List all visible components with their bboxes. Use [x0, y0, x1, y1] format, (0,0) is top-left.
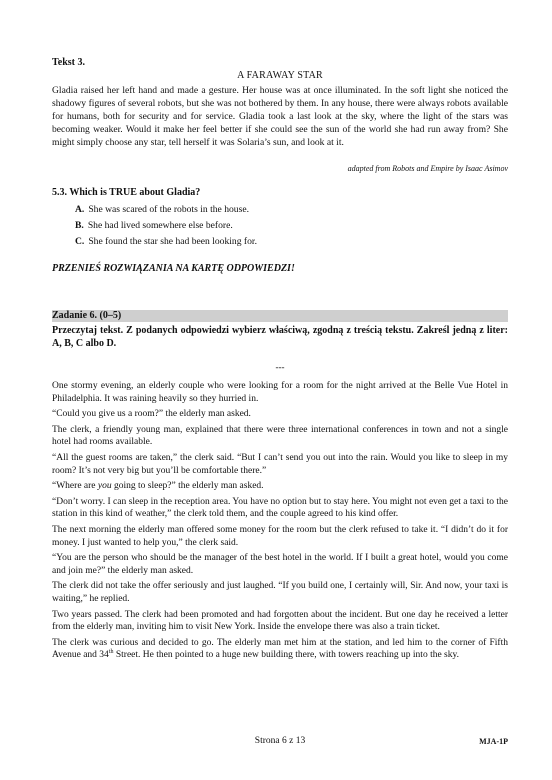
option-c[interactable]	[75, 235, 257, 251]
answer-options	[75, 203, 257, 251]
paragraph: The next morning the elderly man offered some money for the room but the clerk refused to take it. “I didn’t do it for money. I just wanted to help you,” the clerk said.	[52, 524, 508, 548]
paragraph: The clerk did not take the offer seriously and just laughed. “If you build one, I certainly will, Sir. And now, your taxi is waiting,” he replied.	[52, 581, 508, 604]
option-a[interactable]	[75, 203, 257, 219]
task-instruction: Przeczytaj tekst. Z podanych odpowiedzi wybierz właściwą, zgodną z treścią tekstu. Zakreśl jedną z liter: A, B, C albo D.	[52, 325, 508, 349]
task-title: Zadanie 6. (0–5)	[52, 310, 122, 321]
paragraph: “All the guest rooms are taken,” the clerk said. “But I can’t send you out into the rain. Would you like to sleep in my room? It’s not very big but you’ll be comfortable there.”	[52, 452, 508, 476]
text-span: The clerk was curious and decided to go. The elderly man met him at the station, and led him to the corner of Fifth Avenue and 34	[52, 637, 508, 661]
option-letter: C.	[75, 236, 85, 247]
paragraph: The clerk, a friendly young man, explained that there were three international conferences in town and not a single hotel had rooms available.	[52, 424, 508, 448]
paragraph	[52, 480, 508, 493]
story-text: Gladia raised her left hand and made a gesture. Her house was at once illuminated. In the soft light she noticed the shadowy figures of several robots, but she was not bothered by them. In any house, there were always robots available for humans, both for security and for service. Gladia took a last look at the sky, where the light of the stars was becoming weaker. Would it make her feel better if she could see the sun of the world she had run away from? She might simply choose any star, tell herself it was Solaria’s sun, and look at it.	[52, 85, 508, 148]
transfer-note: PRZENIEŚ ROZWIĄZANIA NA KARTĘ ODPOWIEDZI!	[52, 263, 295, 274]
narrative-text	[52, 380, 508, 665]
question-title: 5.3. Which is TRUE about Gladia?	[52, 187, 201, 198]
emphasis: you	[97, 481, 112, 492]
text-span: “Where are	[52, 481, 98, 492]
page-number: Strona 6 z 13	[254, 736, 306, 746]
paragraph: “Don’t worry. I can sleep in the reception area. You have no option but to stay here. You might not even get a taxi to the station in this kind of weather,” the clerk told them, and the couple agreed to his kind offer.	[52, 496, 508, 520]
paragraph: “Could you give us a room?” the elderly man asked.	[52, 409, 251, 420]
option-text: She was scared of the robots in the house.	[88, 204, 249, 215]
paragraph	[52, 637, 508, 662]
option-text: She had lived somewhere else before.	[87, 220, 233, 231]
paragraph: One stormy evening, an elderly couple who were looking for a room for the night arrived at the Belle Vue Hotel in Philadelphia. It was raining heavily so they hurried in.	[52, 381, 508, 404]
option-text: She found the star she had been looking for.	[88, 236, 257, 247]
paragraph: Two years passed. The clerk had been promoted and had forgotten about the incident. But one day he received a letter from the elderly man, inviting him to visit New York. Inside the envelope there was also a train ticket.	[52, 609, 508, 633]
option-letter: A.	[75, 204, 85, 215]
story-source: adapted from Robots and Empire by Isaac Asimov	[347, 164, 508, 173]
story-title: A FARAWAY STAR	[237, 70, 323, 81]
option-letter: B.	[75, 220, 84, 231]
text-span: Street. He then pointed to a huge new building there, with towers reaching up into the sky.	[113, 650, 460, 661]
paragraph: “You are the person who should be the manager of the best hotel in the world. If I built a great hotel, would you come and join me?” the elderly man asked.	[52, 553, 508, 576]
text-label: Tekst 3.	[52, 57, 85, 68]
separator: ---	[275, 362, 285, 372]
exam-code: MJA-1P	[479, 737, 508, 746]
option-b[interactable]	[75, 219, 257, 235]
text-span: going to sleep?” the elderly man asked.	[111, 481, 264, 492]
superscript: th	[108, 649, 114, 656]
